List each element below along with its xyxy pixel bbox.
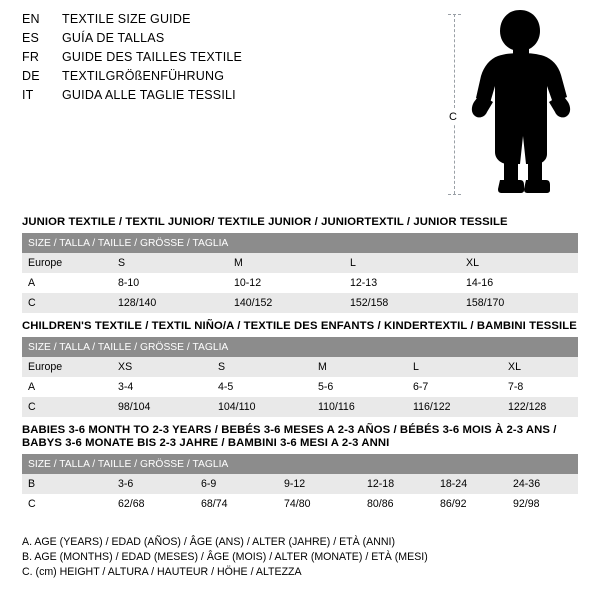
cell: 128/140 (112, 293, 228, 313)
table-row (22, 494, 578, 514)
row-label: B (22, 474, 112, 494)
cell: L (344, 253, 460, 273)
header-lang-code: EN (22, 12, 40, 26)
cell: 6-9 (195, 474, 278, 494)
junior-size-table (22, 233, 578, 313)
figure-area (440, 6, 590, 196)
cell: L (407, 357, 502, 377)
header-title-text: TEXTILGRÖßENFÜHRUNG (62, 69, 225, 83)
header-row (22, 31, 442, 50)
cell: 5-6 (312, 377, 407, 397)
header-title-text: GUIDA ALLE TAGLIE TESSILI (62, 88, 236, 102)
row-label: A (22, 377, 112, 397)
table-header-row (22, 337, 578, 357)
cell: 152/158 (344, 293, 460, 313)
cell: 74/80 (278, 494, 361, 514)
cell: 110/116 (312, 397, 407, 417)
cell: XS (112, 357, 212, 377)
cell: M (228, 253, 344, 273)
cell: 92/98 (507, 494, 578, 514)
cell: XL (460, 253, 578, 273)
footnotes (22, 535, 578, 580)
table-header-row (22, 233, 578, 253)
footnote-b: B. AGE (MONTHS) / EDAD (MESES) / ÂGE (MOIS) / ALTER (MONATE) / ETÀ (MESI) (22, 551, 428, 563)
children-size-table (22, 337, 578, 417)
table-row (22, 397, 578, 417)
row-label: C (22, 397, 112, 417)
cell: M (312, 357, 407, 377)
table-row (22, 474, 578, 494)
cell: 122/128 (502, 397, 578, 417)
row-label: Europe (22, 357, 112, 377)
section-title: CHILDREN'S TEXTILE / TEXTIL NIÑO/A / TEXTILE DES ENFANTS / KINDERTEXTIL / BAMBINI TESSILE (22, 320, 577, 332)
cell: S (212, 357, 312, 377)
header-lang-code: ES (22, 31, 40, 45)
cell: 140/152 (228, 293, 344, 313)
table-row (22, 293, 578, 313)
height-dimension-top-cap (448, 14, 461, 15)
height-dimension-label: C (449, 111, 457, 123)
table-header-label: SIZE / TALLA / TAILLE / GRÖSSE / TAGLIA (22, 337, 578, 357)
header-title-text: GUÍA DE TALLAS (62, 31, 165, 45)
cell: 86/92 (434, 494, 507, 514)
table-header-label: SIZE / TALLA / TAILLE / GRÖSSE / TAGLIA (22, 233, 578, 253)
row-label: Europe (22, 253, 112, 273)
table-row (22, 377, 578, 397)
footnote-c: C. (cm) HEIGHT / ALTURA / HAUTEUR / HÖHE / ALTEZZA (22, 566, 302, 578)
header-row (22, 50, 442, 69)
cell: 104/110 (212, 397, 312, 417)
section-title-line2: BABYS 3-6 MONATE BIS 2-3 JAHRE / BAMBINI 3-6 MESI A 2-3 ANNI (22, 437, 390, 449)
cell: 6-7 (407, 377, 502, 397)
header-lang-code: IT (22, 88, 34, 102)
cell: 7-8 (502, 377, 578, 397)
cell: 18-24 (434, 474, 507, 494)
section-junior (22, 216, 578, 313)
cell: 24-36 (507, 474, 578, 494)
table-row (22, 357, 578, 377)
table-header-label: SIZE / TALLA / TAILLE / GRÖSSE / TAGLIA (22, 454, 578, 474)
child-silhouette-icon (468, 6, 578, 196)
header-lang-code: DE (22, 69, 40, 83)
babies-size-table (22, 454, 578, 514)
section-babies (22, 424, 578, 514)
cell: 3-4 (112, 377, 212, 397)
section-title-line1: BABIES 3-6 MONTH TO 2-3 YEARS / BEBÉS 3-6 MESES A 2-3 AÑOS / BÉBÉS 3-6 MOIS À 2-3 ANS / (22, 424, 557, 436)
table-row (22, 273, 578, 293)
cell: 158/170 (460, 293, 578, 313)
cell: 12-13 (344, 273, 460, 293)
cell: 98/104 (112, 397, 212, 417)
header-row (22, 69, 442, 88)
cell: 3-6 (112, 474, 195, 494)
cell: 14-16 (460, 273, 578, 293)
cell: 8-10 (112, 273, 228, 293)
cell: XL (502, 357, 578, 377)
cell: 12-18 (361, 474, 434, 494)
row-label: C (22, 293, 112, 313)
header-language-block (22, 12, 442, 107)
height-dimension-bottom-cap (448, 194, 461, 195)
table-row (22, 253, 578, 273)
header-title-text: TEXTILE SIZE GUIDE (62, 12, 191, 26)
section-title: JUNIOR TEXTILE / TEXTIL JUNIOR/ TEXTILE JUNIOR / JUNIORTEXTIL / JUNIOR TESSILE (22, 216, 508, 228)
cell: 9-12 (278, 474, 361, 494)
header-row (22, 12, 442, 31)
cell: 4-5 (212, 377, 312, 397)
row-label: A (22, 273, 112, 293)
height-dimension-line (454, 14, 456, 194)
row-label: C (22, 494, 112, 514)
footnote-a: A. AGE (YEARS) / EDAD (AÑOS) / ÂGE (ANS) / ALTER (JAHRE) / ETÀ (ANNI) (22, 536, 395, 548)
cell: 116/122 (407, 397, 502, 417)
header-lang-code: FR (22, 50, 40, 64)
cell: 80/86 (361, 494, 434, 514)
table-header-row (22, 454, 578, 474)
cell: 68/74 (195, 494, 278, 514)
section-children (22, 320, 578, 417)
header-title-text: GUIDE DES TAILLES TEXTILE (62, 50, 243, 64)
cell: 62/68 (112, 494, 195, 514)
cell: S (112, 253, 228, 273)
header-row (22, 88, 442, 107)
cell: 10-12 (228, 273, 344, 293)
